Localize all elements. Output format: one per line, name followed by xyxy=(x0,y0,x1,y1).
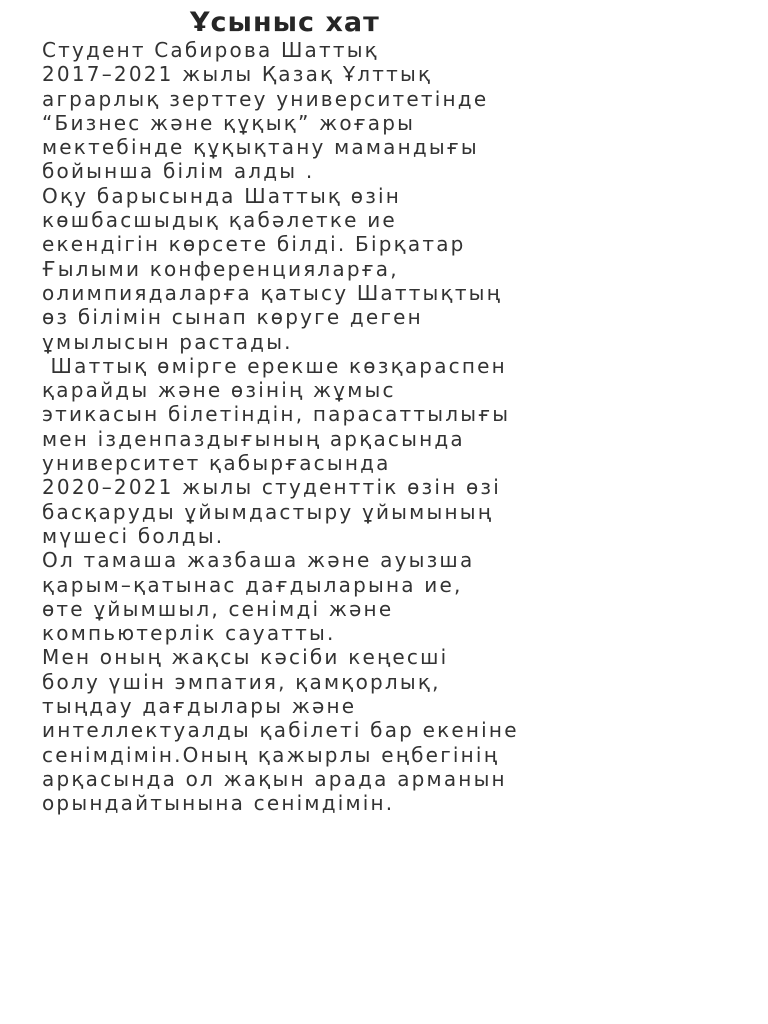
text-line: қарым–қатынас дағдыларына ие, xyxy=(42,572,463,597)
text-line: “Бизнес және құқық” жоғары xyxy=(42,110,416,135)
letter-body xyxy=(42,38,762,816)
text-line: 2017–2021 жылы Қазақ Ұлттық xyxy=(42,62,433,87)
text-line: арқасында ол жақын арада арманын xyxy=(42,766,507,791)
text-line: мен ізденпаздығының арқасында xyxy=(42,426,465,451)
text-line: Ол тамаша жазбаша және ауызша xyxy=(42,548,475,573)
text-line: Ғылыми конференцияларға, xyxy=(42,256,399,281)
document-title: Ұсыныс хат xyxy=(190,7,380,38)
text-line: Студент Сабирова Шаттық xyxy=(42,38,379,62)
text-line: мектебінде құқықтану мамандығы xyxy=(42,135,479,160)
text-line: екендігін көрсете білді. Бірқатар xyxy=(42,232,466,257)
text-line: Оқу барысында Шаттық өзін xyxy=(42,183,402,208)
text-line: университет қабырғасында xyxy=(42,451,391,476)
text-line: 2020–2021 жылы студенттік өзін өзі xyxy=(42,475,501,500)
text-line: ұмылысын растады. xyxy=(42,329,293,354)
text-line: қарайды және өзінің жұмыс xyxy=(42,378,396,403)
text-line: сенімдімін.Оның қажырлы еңбегінің xyxy=(42,742,500,767)
text-line: мүшесі болды. xyxy=(42,523,225,548)
text-line: тыңдау дағдылары және xyxy=(42,694,357,719)
text-line: өз білімін сынап көруге деген xyxy=(42,305,423,330)
text-line: этикасын білетіндін, парасаттылығы xyxy=(42,402,511,427)
text-line: басқаруды ұйымдастыру ұйымының xyxy=(42,499,494,524)
text-line: көшбасшыдық қабәлетке ие xyxy=(42,208,397,233)
text-line: Мен оның жақсы кәсіби кеңесші xyxy=(42,645,449,670)
text-line: орындайтынына сенімдімін. xyxy=(42,791,395,816)
text-line: компьютерлік сауатты. xyxy=(42,621,336,646)
text-line: бойынша білім алды . xyxy=(42,159,315,184)
text-line: өте ұйымшыл, сенімді және xyxy=(42,596,394,621)
text-line: олимпиядаларға қатысу Шаттықтың xyxy=(42,280,503,305)
text-line: болу үшін эмпатия, қамқорлық, xyxy=(42,669,441,694)
text-line: интеллектуалды қабілеті бар екеніне xyxy=(42,718,519,743)
text-line: аграрлық зерттеу университетінде xyxy=(42,86,489,111)
text-line: Шаттық өмірге ерекше көзқараспен xyxy=(42,353,507,378)
